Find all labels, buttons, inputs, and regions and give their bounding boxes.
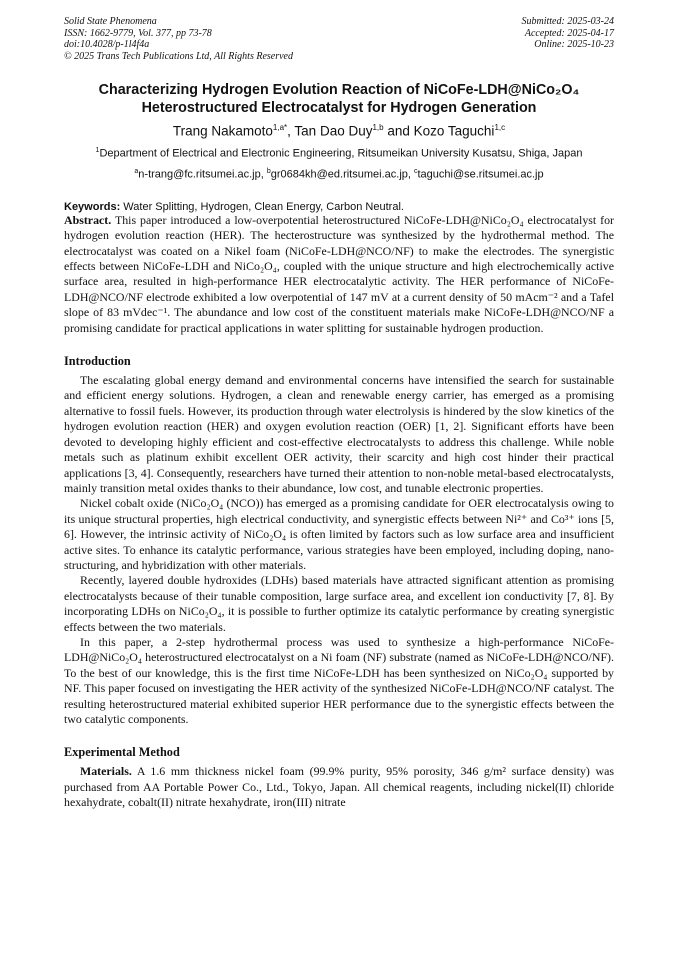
author-sup: 1,a* (272, 123, 288, 132)
keywords (64, 201, 614, 213)
author-name: Tan Dao Duy (294, 123, 373, 139)
email-sup: c (414, 168, 418, 176)
doi: doi:10.4028/p-1l4f4a (64, 39, 150, 50)
title-line-1: Characterizing Hydrogen Evolution Reaction of NiCoFe-LDH@NiCo₂O₄ (98, 82, 580, 98)
email: n-trang@fc.ritsumei.ac.jp, (138, 168, 267, 181)
abstract (64, 213, 614, 336)
intro-paragraph: Recently, layered double hydroxides (LDHs) based materials have attracted significant attention as promising electrocatalysts because of their tunable composition, large surface area, and excellent ion conductivity [7, 8]. By incorporating LDHs on NiCo₂O₄, it is possible to further optimize its catalytic performance by creating synergistic effects between the two materials. (64, 573, 614, 634)
affiliation-text: Department of Electrical and Electronic Engineering, Ritsumeikan University Kusatsu, Shiga, Japan (99, 147, 583, 160)
materials-text: A 1.6 mm thickness nickel foam (99.9% purity, 95% porosity, 346 g/m² surface density) was purchased from AA Portable Power Co., Ltd., Tokyo, Japan. All chemical reagents, including nickel(II) chloride hexahydrate, cobalt(II) nitrate hexahydrate, iron(III) nitrate (64, 764, 614, 810)
intro-paragraph: In this paper, a 2-step hydrothermal process was used to synthesize a high-performance NiCoFe-LDH@NiCo₂O₄ heterostructured electrocatalyst on a Ni foam (NF) substrate (named as NiCoFe-LDH@NCO/NF). To the best of our knowledge, this is the first time NiCoFe-LDH has been synthesized on NiCo₂O₄ supported by NF. This paper focused on investigating the HER activity of the synthesized NiCoFe-LDH@NCO/NF catalyst. The resulting heterostructured material exhibited superior HER performance due to the synergistic effects between the two catalytic components. (64, 634, 614, 726)
email-list (64, 168, 614, 181)
issn: ISSN: 1662-9779, Vol. 377, pp 73-78 (64, 27, 212, 39)
journal-name: Solid State Phenomena (64, 16, 157, 27)
materials-label: Materials. (80, 764, 132, 779)
online-date: Online: 2025-10-23 (534, 39, 614, 50)
affiliation-sup: 1 (95, 146, 100, 154)
copyright: © 2025 Trans Tech Publications Ltd, All Rights Reserved (64, 50, 293, 62)
title-line-2: Heterostructured Electrocatalyst for Hydrogen Generation (141, 99, 537, 116)
header-left (64, 16, 293, 62)
keywords-text: Water Splitting, Hydrogen, Clean Energy, Carbon Neutral. (120, 200, 404, 213)
author-name: Kozo Taguchi (413, 123, 495, 139)
accepted-date: Accepted: 2025-04-17 (524, 27, 614, 39)
intro-paragraph: Nickel cobalt oxide (NiCo₂O₄ (NCO)) has emerged as a promising candidate for OER electrocatalysis owing to its unique structural properties, high electrical conductivity, and synergistic effects between Ni²⁺ and Co³⁺ ions [5, 6]. However, the intrinsic activity of NiCo₂O₄ is often limited by factors such as low surface area and insufficient active sites. To enhance its catalytic performance, various strategies have been employed, including doping, nano-structuring, and hybridization with other materials. (64, 496, 614, 572)
abstract-label: Abstract. (64, 212, 112, 227)
author-list (64, 123, 614, 139)
header-right (522, 16, 615, 62)
abstract-text: This paper introduced a low-overpotential heterostructured NiCoFe-LDH@NiCo₂O₄ electrocatalyst for hydrogen evolution reaction (HER). The hecterostructure was synthesized by the hydrothermal method. The electrocatalyst was coated on a Nikel foam (NiCoFe-LDH@NCO/NF) to make the electrodes. The synergistic effects between NiCoFe-LDH and NiCo₂O₄, coupled with the unique structure and high electrochemically active surface area, resulted in high-performance HER electrocatalytic activity. The HER performance of NiCoFe-LDH@NCO/NF electrode exhibited a low overpotential of 147 mV at a current density of 50 mAcm⁻² and a Tafel slope of 83 mVdec⁻¹. The abundance and low cost of the constituent materials make NiCoFe-LDH@NCO/NF a promising candidate for practical applications in water splitting for sustainable hydrogen production. (64, 212, 614, 335)
paper-title (64, 82, 614, 117)
materials-paragraph (64, 764, 614, 810)
author-separator: , (287, 123, 295, 139)
email: taguchi@se.ritsumei.ac.jp (417, 168, 544, 181)
affiliation (64, 147, 614, 160)
author-sup: 1,c (494, 123, 506, 132)
email: gr0684kh@ed.ritsumei.ac.jp, (270, 168, 414, 181)
submitted-date: Submitted: 2025-03-24 (521, 16, 614, 27)
introduction-heading: Introduction (64, 354, 131, 369)
keywords-label: Keywords: (64, 200, 121, 213)
experimental-heading: Experimental Method (64, 745, 180, 760)
author-name: Trang Nakamoto (172, 123, 273, 139)
author-sup: 1,b (372, 123, 384, 132)
intro-paragraph: The escalating global energy demand and environmental concerns have intensified the search for sustainable and efficient energy solutions. Hydrogen, a clean and renewable energy carrier, has emerged as a promising alternative to fossil fuels. However, its production through water electrolysis is hindered by the slow kinetics of the hydrogen evolution reaction (HER) and oxygen evolution reaction (OER) [1, 2]. Significant efforts have been devoted to developing highly efficient and cost-effective electrocatalysts to address this challenge. While noble metals such as platinum exhibit excellent OER activity, their scarcity and high cost hinder their practical applications [3, 4]. Consequently, researchers have turned their attention to non-noble metal-based electrocatalysts, mainly transition metal oxides thanks to their abundance, low cost, and tunable electronic properties. (64, 373, 614, 495)
author-separator: and (383, 123, 414, 139)
email-sup: b (266, 168, 271, 176)
journal-header (64, 16, 614, 62)
email-sup: a (134, 168, 139, 176)
